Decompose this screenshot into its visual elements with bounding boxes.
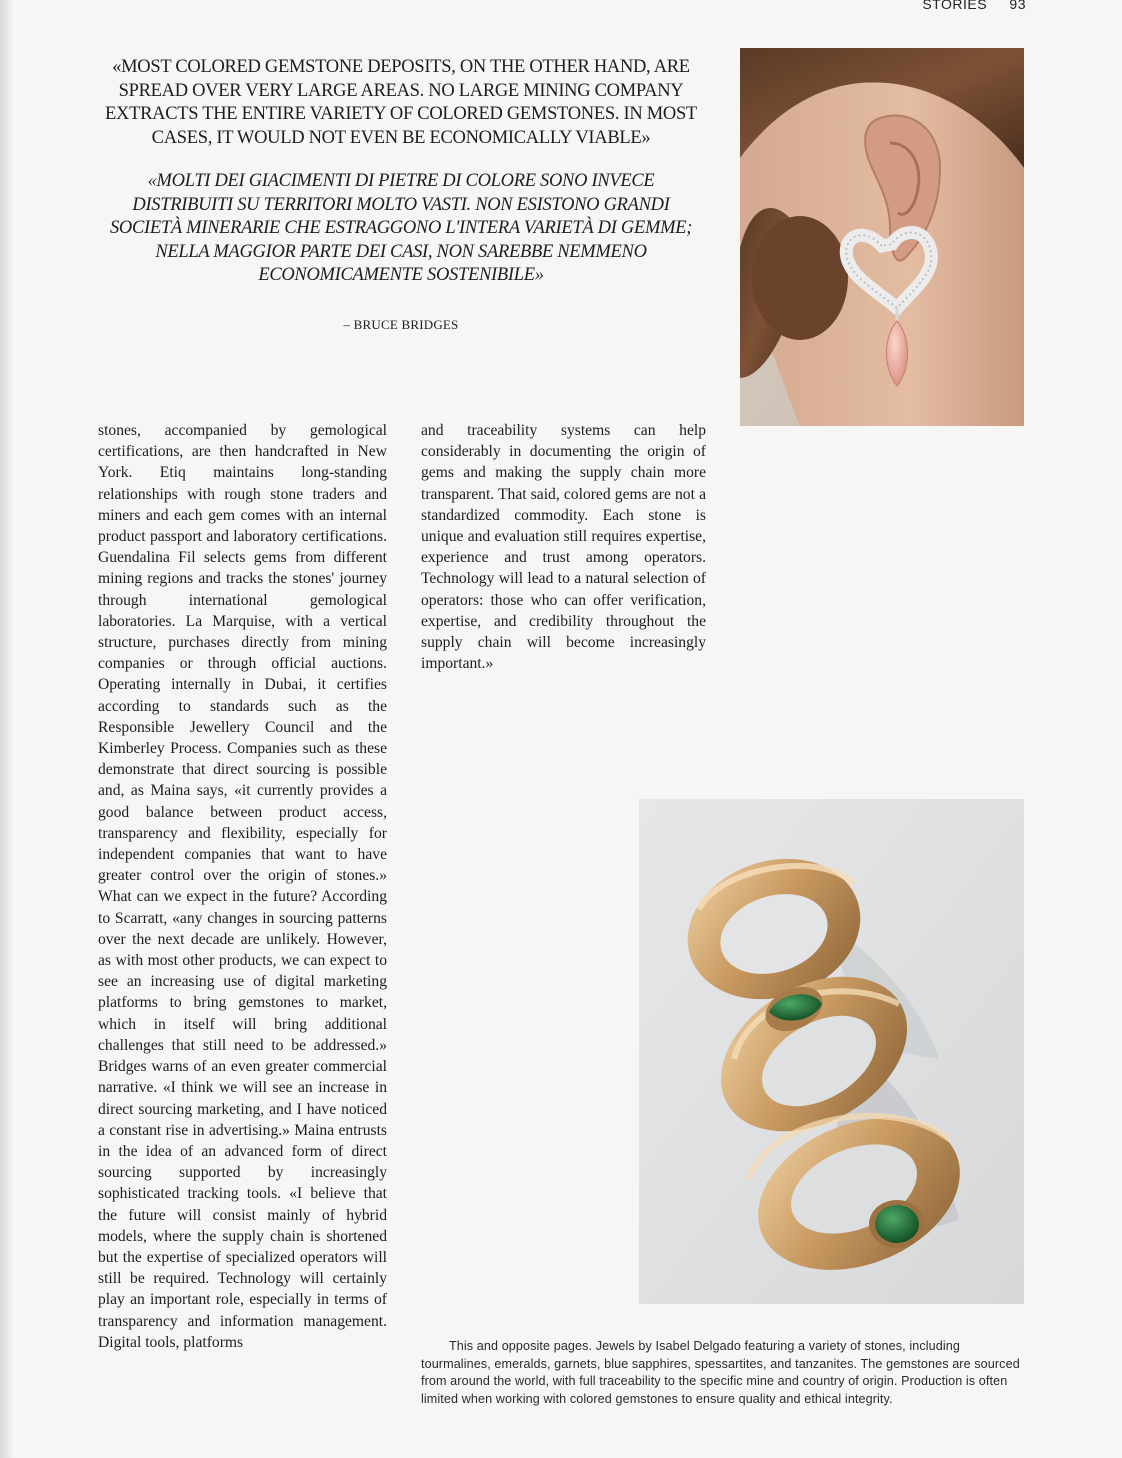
pull-quote-italian: «MOLTI DEI GIACIMENTI DI PIETRE DI COLORE SONO INVECE DISTRIBUITI SU TERRITORI MOLTO VASTI. NON ESISTONO GRANDI SOCIETÀ MINERARIE CHE ESTRAGGONO L'INTERA VARIETÀ DI GEMME; NELLA MAGGIOR PARTE DEI CASI, NON SAREBBE NEMMENO ECONOMICAMENTE SOSTENIBILE»	[109, 171, 693, 285]
photo-caption: This and opposite pages. Jewels by Isabel Delgado featuring a variety of stones, including tourmalines, emeralds, garnets, blue sapphires, spessartites, and tanzanites. The gemstones are sourced from around the world, with full traceability to the specific mine and country of origin. Production is often limited when working with colored gemstones to ensure quality and ethical integrity.	[421, 1339, 1020, 1406]
body-column-right: and traceability systems can help considerably in documenting the origin of gems and making the supply chain more transparent. That said, colored gems are not a standardized commodity. Each stone is unique and evaluation still requires expertise, experience and trust among operators. Technology will lead to a natural selection of operators: those who can offer verification, expertise, and credibility throughout the supply chain will become increasingly important.»	[421, 422, 706, 673]
pull-quote-attribution: – BRUCE BRIDGES	[343, 316, 459, 332]
section-label: STORIES	[922, 0, 988, 12]
pull-quote-english: «MOST COLORED GEMSTONE DEPOSITS, ON THE OTHER HAND, ARE SPREAD OVER VERY LARGE AREAS. NO LARGE MINING COMPANY EXTRACTS THE ENTIRE VARIETY OF COLORED GEMSTONES. IN MOST CASES, IT WOULD NOT EVEN BE ECONOMICALLY VIABLE»	[105, 57, 697, 148]
page-gutter-shadow	[0, 0, 14, 1458]
photo-earring-icon	[740, 48, 1024, 426]
page-number: 93	[1009, 0, 1026, 12]
photo-rings-icon	[639, 799, 1024, 1304]
body-column-left: stones, accompanied by gemological certifications, are then handcrafted in New York. Etiq maintains long-standing relationships with rough stone traders and miners and each gem comes with an internal product passport and laboratory certifications. Guendalina Fil selects gems from different mining regions and tracks the stones' journey through international gemological laboratories. La Marquise, with a vertical structure, purchases directly from mining companies or through official auctions. Operating internally in Dubai, it certifies according to standards such as the Responsible Jewellery Council and the Kimberley Process. Companies such as these demonstrate that direct sourcing is possible and, as Maina says, «it currently provides a good balance between product access, transparency and flexibility, especially for independent companies that want to have greater control over the origin of stones.» What can we expect in the future? According to Scarratt, «any changes in sourcing patterns over the next decade are unlikely. However, as with most other products, we can expect to see an increasing use of digital marketing platforms to bring gemstones to market, which in itself will bring additional challenges that still need to be addressed.» Bridges warns of an even greater commercial narrative. «I think we will see an increase in direct sourcing marketing, and I have noticed a constant rise in advertising.» Maina entrusts in the idea of an advanced form of direct sourcing supported by increasingly sophisticated tracking tools. «I believe that the future will consist mainly of hybrid models, where the supply chain is shortened but the expertise of specialized operators will still be required. Technology will certainly play an important role, especially in terms of transparency and information management. Digital tools, platforms	[98, 422, 387, 1351]
running-header	[922, 0, 1026, 12]
pull-quote	[98, 56, 704, 333]
